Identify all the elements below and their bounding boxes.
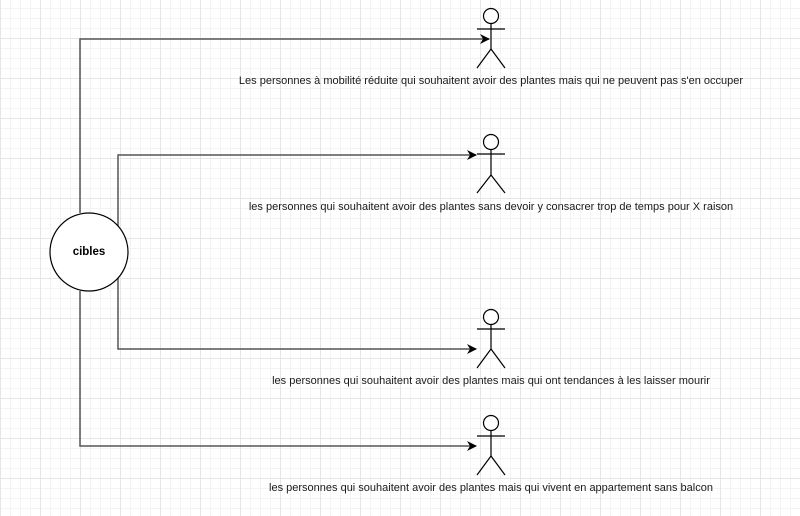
connector-1[interactable] bbox=[80, 39, 489, 213]
actor-icon-4[interactable] bbox=[477, 416, 505, 476]
target-label-2: les personnes qui souhaitent avoir des plantes sans devoir y consacrer trop de temps pour X raison bbox=[248, 201, 734, 213]
center-node-label: cibles bbox=[72, 246, 106, 258]
connector-3[interactable] bbox=[118, 276, 476, 349]
target-label-1: Les personnes à mobilité réduite qui souhaitent avoir des plantes mais qui ne peuvent pas s'en occuper bbox=[238, 75, 744, 87]
connector-2[interactable] bbox=[118, 155, 476, 228]
target-label-3: les personnes qui souhaitent avoir des plantes mais qui ont tendances à les laisser mourir bbox=[272, 375, 710, 387]
target-label-4: les personnes qui souhaitent avoir des plantes mais qui vivent en appartement sans balcon bbox=[269, 482, 713, 494]
actor-icon-2[interactable] bbox=[477, 135, 505, 194]
actor-icon-3[interactable] bbox=[477, 310, 505, 369]
connector-4[interactable] bbox=[80, 291, 476, 446]
